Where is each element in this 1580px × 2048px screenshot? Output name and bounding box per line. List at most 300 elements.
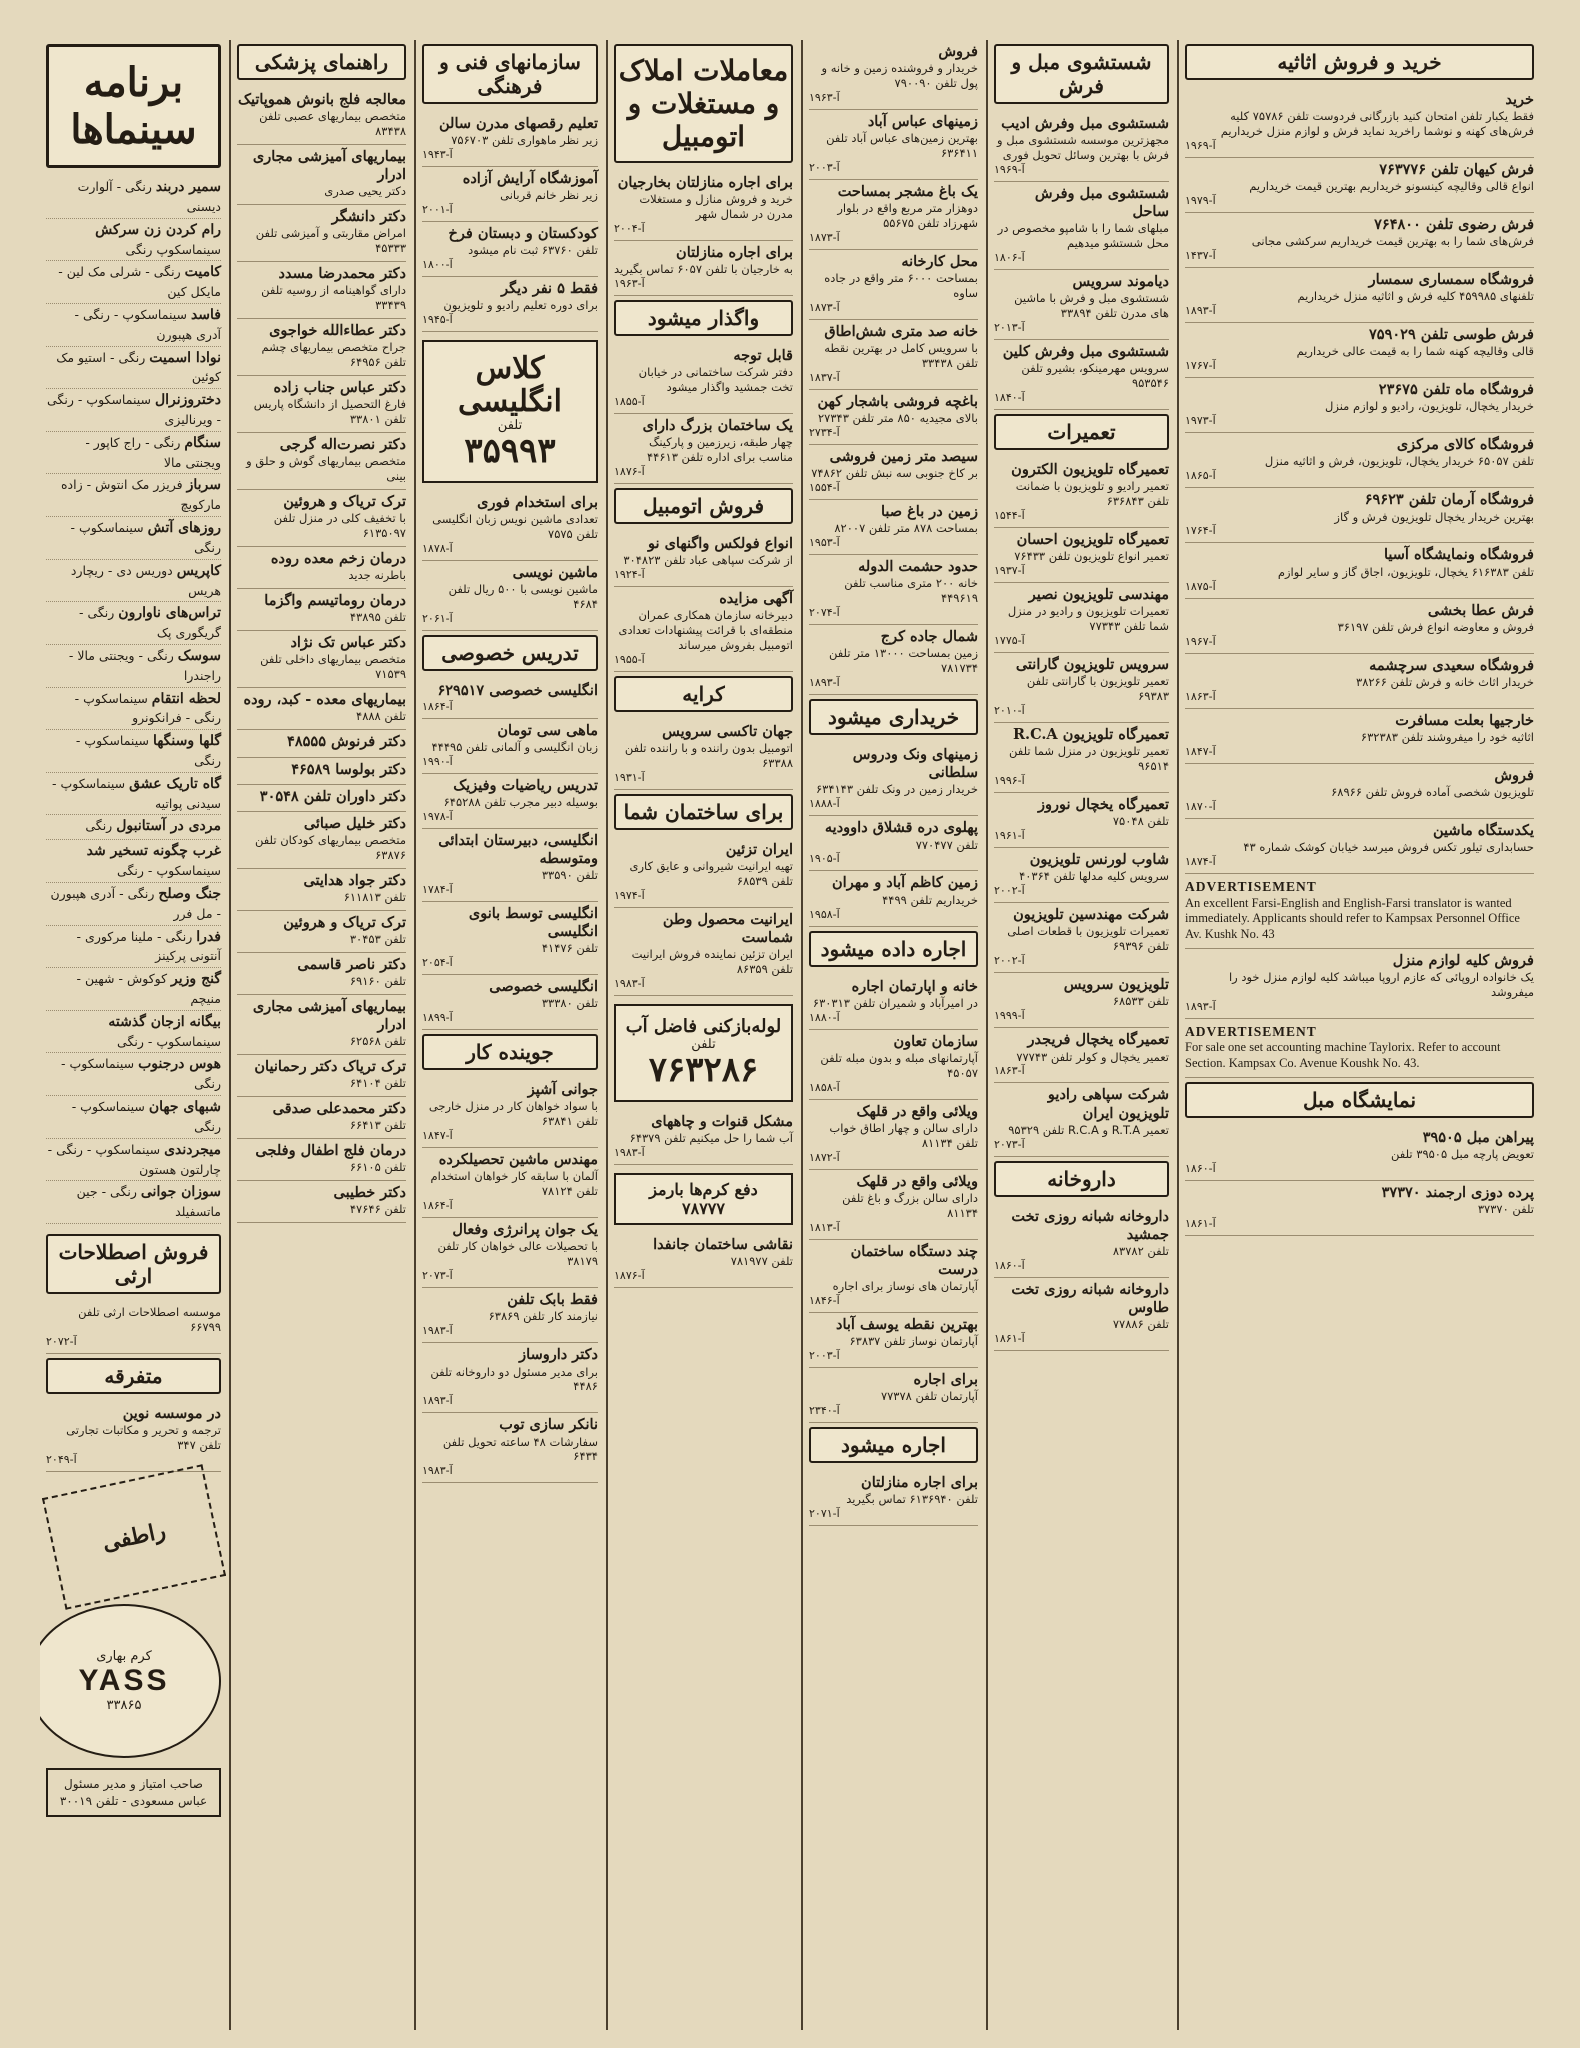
ad-body: با سرویس کامل در بهترین نقطه تلفن ۳۳۴۳۸ bbox=[824, 341, 978, 371]
ad-title: درمان زخم معده روده bbox=[270, 550, 406, 568]
film-details: سینماسکوپ - رنگی bbox=[61, 1056, 221, 1092]
classified-ad bbox=[237, 262, 406, 319]
ad-code: آ-۲۰۰۳ bbox=[809, 1348, 840, 1362]
ad-code: آ-۱۸۷۴ bbox=[1185, 854, 1216, 868]
ad-code: آ-۱۸۸۸ bbox=[809, 797, 840, 811]
cinema-listing bbox=[46, 1053, 221, 1096]
ad-body: موسسه اصطلاحات ارثی تلفن ۶۶۷۹۹ bbox=[78, 1304, 221, 1334]
cinema-listing bbox=[46, 840, 221, 883]
classified-ad bbox=[1185, 88, 1534, 158]
classified-ad bbox=[809, 816, 978, 871]
ad-body: خریدار زمین در ونک تلفن ۶۳۴۱۴۳ bbox=[815, 782, 978, 797]
ad-code: آ-۱۸۰۶ bbox=[994, 251, 1025, 265]
classified-ad bbox=[809, 180, 978, 250]
classified-ad bbox=[237, 911, 406, 953]
cinema-listing bbox=[46, 1011, 221, 1054]
rent-out-heading: اجاره داده میشود bbox=[809, 931, 978, 967]
ad-body: تهیه ایرانیت شیروانی و عایق کاری تلفن ۶۸۵۳۹ bbox=[629, 859, 793, 889]
ad-title: حدود حشمت الدوله bbox=[858, 558, 978, 576]
ad-body: دارای سالن بزرگ و باغ تلفن ۸۱۱۳۴ bbox=[842, 1190, 978, 1220]
classified-ad bbox=[1185, 268, 1534, 323]
ad-code: آ-۲۰۱۰ bbox=[994, 704, 1025, 718]
classified-ad bbox=[614, 838, 793, 908]
ad-body: بهترین زمین‌های عباس آباد تلفن ۶۳۶۴۱۱ bbox=[826, 131, 978, 161]
ad-title: تدریس ریاضیات وفیزیک bbox=[453, 776, 598, 794]
ad-title: دکتر محمدعلی صدقی bbox=[272, 1100, 406, 1118]
tutoring-ads bbox=[422, 679, 598, 1031]
ad-title: تعمیرگاه یخچال فریجدر bbox=[1027, 1031, 1169, 1049]
ad-title: مهندسی تلویزیون نصیر bbox=[1028, 586, 1169, 604]
ad-body: تلفن ۳۷۳۷۰ bbox=[1477, 1201, 1534, 1216]
ad-title: تعمیرگاه تلویزیون احسان bbox=[1016, 531, 1169, 549]
film-details: رنگی - راج کاپور - ویجنتی مالا bbox=[85, 434, 221, 470]
ad-code: آ-۱۹۲۴ bbox=[614, 568, 645, 582]
ad-title: پهلوی دره قشلاق داوودیه bbox=[824, 819, 978, 837]
ad-body: خانه ۲۰۰ متری مناسب تلفن ۴۴۹۶۱۹ bbox=[844, 576, 978, 606]
education-ads bbox=[422, 112, 598, 332]
car-sale-ads bbox=[614, 532, 793, 672]
medical-ads bbox=[237, 88, 406, 1223]
classified-ad bbox=[422, 679, 598, 719]
ad-body: آپارتمان های نوساز برای اجاره bbox=[832, 1278, 978, 1293]
ad-code: آ-۱۸۶۰ bbox=[994, 1258, 1025, 1272]
ad-body: حسابداری تیلور تکس فروش میرسد خیابان کوشک شماره ۴۳ bbox=[1243, 839, 1534, 854]
ad-code: آ-۱۸۷۲ bbox=[809, 1150, 840, 1164]
ad-title: فقط بابک تلفن bbox=[507, 1291, 598, 1309]
ad-code: آ-۲۳۴۰ bbox=[809, 1403, 840, 1417]
classified-ad bbox=[237, 205, 406, 262]
film-title: میجردندی bbox=[164, 1141, 221, 1158]
classified-ad bbox=[809, 320, 978, 390]
ad-title: فروشگاه آرمان تلفن ۶۹۶۲۳ bbox=[1364, 491, 1534, 509]
ad-code: آ-۱۸۹۳ bbox=[1185, 999, 1216, 1013]
ad-body: تلفن ۷۷۸۸۶ bbox=[1112, 1317, 1169, 1332]
building-ads bbox=[614, 838, 793, 996]
classified-ad bbox=[237, 688, 406, 730]
ad-title: زمینهای عباس آباد bbox=[867, 113, 978, 130]
ad-code: آ-۱۹۶۷ bbox=[1185, 634, 1216, 648]
ad-body: تعمیرات تلویزیون و رادیو در منزل شما تلفن ۷۷۳۴۳ bbox=[1007, 604, 1169, 634]
ad-title: آگهی مزایده bbox=[719, 590, 793, 608]
cinema-listing bbox=[46, 1139, 221, 1182]
ad-code: آ-۲۰۷۴ bbox=[809, 606, 840, 620]
ad-body: از شرکت سپاهی عباد تلفن ۳۰۴۸۲۳ bbox=[623, 553, 793, 568]
ad-body: تلفن ۶۲۵۶۸ bbox=[349, 1034, 406, 1049]
yass-ad bbox=[40, 1604, 221, 1758]
classified-ad bbox=[1185, 599, 1534, 654]
ad-title: برای استخدام فوری bbox=[477, 493, 598, 511]
ad-code: آ-۱۹۶۹ bbox=[1185, 139, 1216, 152]
pest-box bbox=[614, 1173, 793, 1225]
ad-body: دفتر شرکت ساختمانی در خیابان تخت جمشید واگذار میشود bbox=[638, 365, 793, 395]
classified-ad bbox=[422, 1078, 598, 1148]
ad-body: دارای سالن و چهار اطاق خواب تلفن ۸۱۱۳۴ bbox=[829, 1120, 978, 1150]
ad-body: متخصص بیماریهای عصبی تلفن ۸۳۴۳۸ bbox=[259, 109, 406, 139]
ad-body: تلفن ۶۴۱۰۴ bbox=[349, 1076, 406, 1091]
ad-title: دکتر داوران تلفن ۳۰۵۴۸ bbox=[259, 787, 406, 805]
classified-ad bbox=[994, 458, 1169, 528]
classified-ad bbox=[994, 1278, 1169, 1351]
ad-code: آ-۱۹۳۷ bbox=[994, 564, 1025, 578]
transfer-ads bbox=[614, 344, 793, 484]
film-title: شبهای جهان bbox=[148, 1099, 221, 1115]
ad-code: آ-۱۹۶۱ bbox=[994, 829, 1025, 843]
classified-ad bbox=[237, 631, 406, 688]
ad-body: آلمان با سابقه کار خواهان استخدام تلفن ۷۸۱۲۴ bbox=[430, 1169, 598, 1199]
classified-ad bbox=[809, 1170, 978, 1240]
ad-title: شستشوی مبل وفرش ادیب bbox=[1001, 115, 1169, 132]
furniture-heading: خرید و فروش اثاثیه bbox=[1185, 44, 1534, 80]
classified-ad bbox=[994, 1205, 1169, 1278]
buying-ads bbox=[809, 743, 978, 926]
ad-title: دکتر نصرت‌اله گرجی bbox=[279, 436, 406, 454]
buying-heading: خریداری میشود bbox=[809, 699, 978, 735]
ad-code: آ-۱۹۴۵ bbox=[422, 313, 453, 327]
ad-title: جوانی آشپز bbox=[527, 1081, 598, 1099]
repairs-ads bbox=[994, 458, 1169, 1157]
ad-title: فرش رضوی تلفن ۷۶۴۸۰۰ bbox=[1374, 216, 1534, 234]
ad-code: آ-۲۰۶۱ bbox=[422, 611, 453, 625]
ad-body: تلفن ۶۶۱۰۵ bbox=[349, 1160, 406, 1175]
classified-ad bbox=[237, 730, 406, 757]
ad-title: بیماریهای معده - کبد، روده bbox=[243, 691, 406, 709]
classified-ad bbox=[994, 723, 1169, 793]
ad-title: درمان فلج اطفال وفلجی bbox=[255, 1142, 406, 1160]
cinema-listing bbox=[46, 815, 221, 840]
classified-ad bbox=[614, 587, 793, 672]
ad-title: فروشگاه سمساری سمسار bbox=[1368, 271, 1534, 289]
ad-code: آ-۲۰۰۴ bbox=[614, 222, 645, 235]
ad-code: آ-۲۰۰۲ bbox=[994, 884, 1025, 898]
ad-body: فرش‌های شما را به بهترین قیمت خریداریم سرکشی مجانی bbox=[1251, 234, 1534, 249]
classified-ad bbox=[422, 1343, 598, 1413]
classified-ad bbox=[1185, 1126, 1534, 1181]
medical-column bbox=[231, 40, 412, 2030]
classified-ad bbox=[237, 1055, 406, 1097]
classified-ad bbox=[237, 547, 406, 589]
ad-code: آ-۲۰۷۱ bbox=[809, 1506, 840, 1520]
ad-body: تلفن ۶۶۴۱۳ bbox=[349, 1118, 406, 1133]
classified-ad bbox=[994, 973, 1169, 1028]
classified-ad bbox=[809, 1240, 978, 1313]
ad-title: فروشگاه سعیدی سرچشمه bbox=[1369, 656, 1534, 674]
ad-title: سرویس تلویزیون گارانتی bbox=[1015, 656, 1169, 674]
classified-ad bbox=[422, 277, 598, 332]
ad-body: فارغ التحصیل از دانشگاه پاریس تلفن ۳۳۸۰۱ bbox=[253, 397, 406, 427]
ad-title: دکتر دانشگر bbox=[331, 208, 406, 226]
ad-body: خریدار اثاث خانه و فرش تلفن ۳۸۲۶۶ bbox=[1356, 674, 1534, 689]
classified-ad bbox=[1185, 654, 1534, 709]
rental-heading: کرایه bbox=[614, 676, 793, 712]
ad-code: آ-۱۹۶۳ bbox=[614, 277, 645, 291]
ad-code: آ-۱۹۵۳ bbox=[809, 536, 840, 550]
classified-ad bbox=[994, 182, 1169, 270]
classified-ad bbox=[1185, 1181, 1534, 1236]
ad-body: اتومبیل بدون راننده و با راننده تلفن ۶۳۳۸۸ bbox=[624, 741, 793, 771]
ad-title: انگلیسی، دبیرستان ابتدائی ومتوسطه bbox=[438, 831, 598, 868]
classified-ad bbox=[1185, 764, 1534, 819]
ad-body: تعمیر R.T.A و R.C.A تلفن ۹۵۳۲۹ bbox=[1008, 1122, 1169, 1137]
ad-code: آ-۱۹۰۵ bbox=[809, 852, 840, 866]
misc-ads bbox=[46, 1402, 221, 1472]
ad-code: آ-۱۹۷۳ bbox=[1185, 414, 1216, 428]
classified-ad bbox=[994, 583, 1169, 653]
ad-body: تلفن ۶۱۶۳۸۳ یخچال، تلویزیون، اجاق گاز و سایر لوازم bbox=[1277, 564, 1534, 579]
classified-ad bbox=[237, 88, 406, 145]
classified-ad bbox=[994, 528, 1169, 583]
ad-title: داروخانه شبانه روزی تخت جمشید bbox=[1011, 1207, 1169, 1243]
film-details: رنگی - ویجنتی مالا - راجندرا bbox=[68, 647, 221, 683]
ad-code: آ-۱۹۷۸ bbox=[422, 809, 453, 823]
ad-body: برای دوره تعلیم رادیو و تلویزیون bbox=[443, 298, 598, 313]
classified-ad bbox=[422, 222, 598, 277]
cinema-listing bbox=[46, 645, 221, 688]
ad-title: ماهی سی تومان bbox=[497, 721, 598, 739]
ad-code: آ-۱۵۴۴ bbox=[994, 509, 1025, 523]
cinema-listing bbox=[46, 219, 221, 262]
classified-ad bbox=[1185, 323, 1534, 378]
ad-body: تلفن ۴۸۸۸ bbox=[356, 709, 406, 724]
ad-title: دکتر محمدرضا مسدد bbox=[278, 265, 406, 283]
ad-title: باغچه فروشی باشجار کهن bbox=[817, 393, 978, 410]
classified-ad bbox=[614, 532, 793, 587]
cinema-heading: برنامه سینماها bbox=[46, 44, 221, 168]
ad-body: بمساحت ۸۷۸ متر تلفن ۸۲۰۰۷ bbox=[834, 521, 978, 536]
ad-title: تعمیرگاه تلویزیون الکترون bbox=[1011, 461, 1169, 479]
classified-ad bbox=[1185, 543, 1534, 598]
classified-ad bbox=[237, 1139, 406, 1181]
classified-ad bbox=[809, 445, 978, 500]
classified-ad bbox=[237, 319, 406, 376]
ad-body: بهترین خریدار یخچال تلویزیون فرش و گاز bbox=[1334, 509, 1534, 524]
ad-title: تعمیرگاه تلویزیون R.C.A bbox=[1012, 726, 1169, 744]
ad-body: تلفنهای ۴۵۹۹۸۵ کلیه فرش و اثاثیه منزل خریداریم bbox=[1297, 289, 1534, 304]
yass-logo: YASS bbox=[78, 1663, 170, 1697]
cinema-listing bbox=[46, 883, 221, 926]
film-details: دوریس دی - ریچارد هریس bbox=[70, 562, 221, 598]
ad-title: فروشگاه ماه تلفن ۲۳۶۷۵ bbox=[1378, 381, 1534, 399]
cleaning-heading: شستشوی مبل و فرش bbox=[994, 44, 1169, 104]
film-title: رام کردن زن سرکش bbox=[95, 221, 221, 238]
english-class-title: کلاس انگلیسی bbox=[457, 351, 562, 420]
film-title: لحظه انتقام bbox=[151, 690, 221, 707]
ad-title: زمین در باغ صبا bbox=[881, 503, 978, 521]
ad-body: چهار طبقه، زیرزمین و پارکینگ مناسب برای اداره تلفن ۴۴۶۱۳ bbox=[647, 435, 793, 465]
ad-body: با سواد خواهان کار در منزل خارجی تلفن ۶۳۸۴۱ bbox=[428, 1099, 598, 1129]
classified-ad bbox=[809, 1100, 978, 1170]
classified-ad bbox=[809, 40, 978, 110]
stamp-graphic: راطفی bbox=[41, 1464, 225, 1610]
ad-title: زمینهای ونک ودروس سلطانی bbox=[852, 746, 978, 782]
english-ad-translator bbox=[1185, 874, 1534, 949]
pharmacy-ads bbox=[994, 1205, 1169, 1351]
ad-body: زمین بمساحت ۱۳۰۰۰ متر تلفن ۷۸۱۷۳۴ bbox=[828, 646, 978, 676]
ad-code: آ-۲۰۰۱ bbox=[422, 203, 453, 217]
ad-code: آ-۱۸۹۳ bbox=[1185, 304, 1216, 318]
english-ad-title: ADVERTISEMENT bbox=[1185, 1023, 1317, 1039]
classified-ad bbox=[994, 1028, 1169, 1083]
ad-title: برای اجاره منازلتان bbox=[676, 244, 793, 261]
film-details: سینماسکوپ - رنگی bbox=[117, 863, 221, 879]
classified-ad bbox=[994, 340, 1169, 410]
ad-title: آموزشگاه آرایش آزاده bbox=[462, 170, 598, 188]
film-title: غرب چگونه تسخیر شد bbox=[86, 843, 221, 860]
film-title: روزهای آتش bbox=[147, 520, 221, 536]
ad-body: نیازمند کار تلفن ۶۳۸۶۹ bbox=[488, 1309, 598, 1324]
ad-code: آ-۲۰۷۳ bbox=[994, 1137, 1025, 1151]
film-title: گنج وزیر bbox=[171, 971, 221, 988]
ad-body: دوهزار متر مربع واقع در بلوار شهرزاد تلفن ۵۵۶۷۵ bbox=[837, 201, 978, 231]
ad-title: فقط ۵ نفر دیگر bbox=[501, 280, 598, 298]
furniture-show-heading: نمایشگاه مبل bbox=[1185, 1082, 1534, 1118]
ad-code: آ-۱۹۶۹ bbox=[994, 163, 1025, 176]
ad-title: یک ساختمان بزرگ دارای bbox=[642, 417, 793, 435]
classified-ad bbox=[237, 490, 406, 547]
ad-code: آ-۱۹۷۹ bbox=[1185, 194, 1216, 208]
classified-ad bbox=[809, 110, 978, 180]
ad-code: آ-۲۰۴۹ bbox=[46, 1452, 77, 1466]
classified-ad bbox=[237, 1181, 406, 1223]
ad-title: دکتر داروساز bbox=[519, 1346, 598, 1364]
classified-ad bbox=[809, 625, 978, 695]
film-details: سینماسکوپ - رنگی - آدری هپبورن bbox=[74, 306, 221, 342]
classified-ad bbox=[809, 555, 978, 625]
cinema-listing bbox=[46, 1181, 221, 1224]
ad-body: تلفن ۴۳۸۹۵ bbox=[349, 610, 406, 625]
ad-body: تلفن ۶۱۳۶۹۴۰ تماس بگیرید bbox=[846, 1492, 978, 1506]
ad-code: آ-۱۹۶۳ bbox=[809, 91, 840, 104]
classified-ad bbox=[809, 1471, 978, 1526]
cleaning-ads bbox=[994, 112, 1169, 410]
yass-sub: کرم بهاری bbox=[96, 1648, 152, 1664]
ad-body: تعمیرات تلویزیون با قطعات اصلی تلفن ۶۹۳۹۶ bbox=[1007, 924, 1169, 954]
ad-code: آ-۱۸۶۴ bbox=[422, 699, 453, 713]
classified-ad bbox=[614, 1233, 793, 1288]
classified-ad bbox=[994, 270, 1169, 340]
ad-title: دکتر عباس جناب زاده bbox=[273, 379, 406, 397]
cinema-listing bbox=[46, 1096, 221, 1139]
ad-title: فرش عطا بخشی bbox=[1427, 601, 1534, 619]
education-column bbox=[416, 40, 604, 2030]
ad-body: جراح متخصص بیماریهای چشم تلفن ۶۴۹۵۶ bbox=[261, 340, 406, 370]
ad-body: آپارتمانهای مبله و بدون مبله تلفن ۴۵۰۵۷ bbox=[820, 1050, 978, 1080]
plumbing-sub: تلفن bbox=[691, 1037, 716, 1053]
ad-title: شستشوی مبل وفرش کلین bbox=[1002, 343, 1169, 361]
film-details: رنگی - جین ماتسفیلد bbox=[76, 1184, 221, 1220]
rent-out-ads bbox=[809, 975, 978, 1423]
ad-body: تعدادی ماشین نویس زبان انگلیسی تلفن ۷۵۷۵ bbox=[432, 511, 598, 541]
film-title: سرباز bbox=[186, 477, 221, 494]
ad-body: با تحصیلات عالی خواهان کار تلفن ۳۸۱۷۹ bbox=[437, 1239, 598, 1269]
ad-code: آ-۲۰۵۴ bbox=[422, 956, 453, 970]
furniture-show-ads bbox=[1185, 1126, 1534, 1236]
ad-title: ترک تریاک دکتر رحمانیان bbox=[254, 1058, 406, 1076]
transfer-heading: واگذار میشود bbox=[614, 300, 793, 336]
ad-body: برای مدیر مسئول دو داروخانه تلفن ۴۴۸۶ bbox=[430, 1364, 598, 1394]
ad-title: فروش bbox=[1494, 766, 1534, 784]
classified-ad bbox=[237, 953, 406, 995]
ad-code: آ-۲۰۰۲ bbox=[994, 954, 1025, 968]
classified-ad bbox=[809, 500, 978, 555]
ad-title: یک جوان پرانرژی وفعال bbox=[452, 1221, 598, 1239]
film-title: سنگام bbox=[184, 434, 221, 451]
film-title: تراس‌های ناوارون bbox=[118, 605, 221, 622]
rental-ads bbox=[614, 720, 793, 790]
ad-title: فرش کیهان تلفن ۷۶۳۷۷۶ bbox=[1379, 161, 1534, 178]
ad-body: ایران تزئین نماینده فروش ایرانیت تلفن ۸۶۳۵۹ bbox=[631, 947, 793, 977]
classified-ad bbox=[614, 171, 793, 241]
ad-body: ماشین نویسی با ۵۰۰ ریال تلفن ۴۶۸۴ bbox=[448, 581, 598, 611]
film-details: فریزر مک انتوش - زاده مارکویچ bbox=[60, 477, 221, 513]
english-class-sub: تلفن bbox=[497, 418, 523, 434]
ad-body: تعمیر تلویزیون با گارانتی تلفن ۶۹۳۸۳ bbox=[1026, 674, 1169, 704]
ad-body: بالای مجیدیه ۸۵۰ متر تلفن ۲۷۳۴۳ bbox=[818, 411, 978, 426]
cinema-listing bbox=[46, 389, 221, 432]
classified-ad bbox=[1185, 709, 1534, 764]
ad-title: سازمان تعاون bbox=[893, 1032, 978, 1050]
ad-code: آ-۱۹۵۵ bbox=[614, 653, 645, 667]
ad-body: تلفن ۷۷۰۴۷۷ bbox=[915, 837, 978, 852]
classified-ad bbox=[1185, 488, 1534, 543]
ad-body: تلفن ۳۰۴۵۳ bbox=[349, 931, 406, 946]
ad-title: ماشین نویسی bbox=[512, 563, 598, 581]
ad-title: تعلیم رقصهای مدرن سالن bbox=[438, 115, 598, 132]
repairs-heading: تعمیرات bbox=[994, 414, 1169, 450]
classified-ad bbox=[422, 829, 598, 902]
cinema-listing bbox=[46, 926, 221, 969]
ad-body: دکتر یحیی صدری bbox=[324, 184, 406, 199]
ad-title: تلویزیون سرویس bbox=[1063, 976, 1169, 994]
ad-code: آ-۱۸۷۵ bbox=[1185, 579, 1216, 593]
ad-title: شاوب لورنس تلویزیون bbox=[1029, 851, 1169, 869]
cinema-listing bbox=[46, 304, 221, 347]
realestate-column-b bbox=[608, 40, 799, 2030]
ad-title: جهان تاکسی سرویس bbox=[662, 723, 793, 741]
ad-body: خریدار و فروشنده زمین و خانه و پول تلفن ۷۹۰۰۹۰ bbox=[821, 61, 978, 91]
ad-body: بمساحت ۶۰۰۰ متر واقع در جاده ساوه bbox=[824, 271, 978, 301]
classified-ad bbox=[422, 719, 598, 774]
classified-ad bbox=[994, 793, 1169, 848]
classified-ad bbox=[614, 720, 793, 790]
classified-ad bbox=[614, 908, 793, 996]
masthead: صاحب امتیاز و مدیر مسئول عباس مسعودی - تلفن ۳۰۰۱۹ bbox=[46, 1768, 221, 1818]
furniture-ads bbox=[1185, 88, 1534, 874]
film-details: رنگی bbox=[85, 818, 113, 834]
film-title: سوزان جوانی bbox=[140, 1184, 221, 1201]
film-details: سینماسکوپ - رنگی - ویرنالیزی bbox=[47, 392, 221, 427]
classified-ad bbox=[237, 812, 406, 869]
ad-code: آ-۱۸۷۶ bbox=[614, 465, 645, 479]
ad-body: دارای گواهینامه از روسیه تلفن ۳۳۴۳۹ bbox=[261, 283, 406, 313]
ad-body: تلفن ۶۳۷۶۰ ثبت نام میشود bbox=[468, 243, 598, 258]
classified-ad bbox=[422, 561, 598, 631]
yass-phone: ۳۳۸۶۵ bbox=[106, 1697, 142, 1713]
cinema-listing bbox=[46, 773, 221, 816]
ad-title: خرید bbox=[1505, 91, 1534, 108]
ad-code: آ-۱۸۷۰ bbox=[1185, 799, 1216, 813]
ad-body: خریدار یخچال، تلویزیون، رادیو و لوازم منزل bbox=[1325, 399, 1534, 414]
classified-ad bbox=[614, 344, 793, 414]
classified-ad bbox=[237, 995, 406, 1055]
classified-ad bbox=[994, 1083, 1169, 1156]
ad-title: ترک تریاک و هروئین bbox=[283, 913, 406, 931]
ad-body: تعمیر یخچال و کولر تلفن ۷۷۷۴۳ bbox=[1016, 1049, 1169, 1064]
building-heading: برای ساختمان شما bbox=[614, 794, 793, 830]
ad-code: آ-۱۸۹۳ bbox=[422, 1394, 453, 1408]
plumbing-phone: ۷۶۳۲۸۶ bbox=[648, 1050, 759, 1091]
cinema-listing bbox=[46, 688, 221, 731]
ad-code: آ-۱۸۶۱ bbox=[1185, 1216, 1216, 1230]
